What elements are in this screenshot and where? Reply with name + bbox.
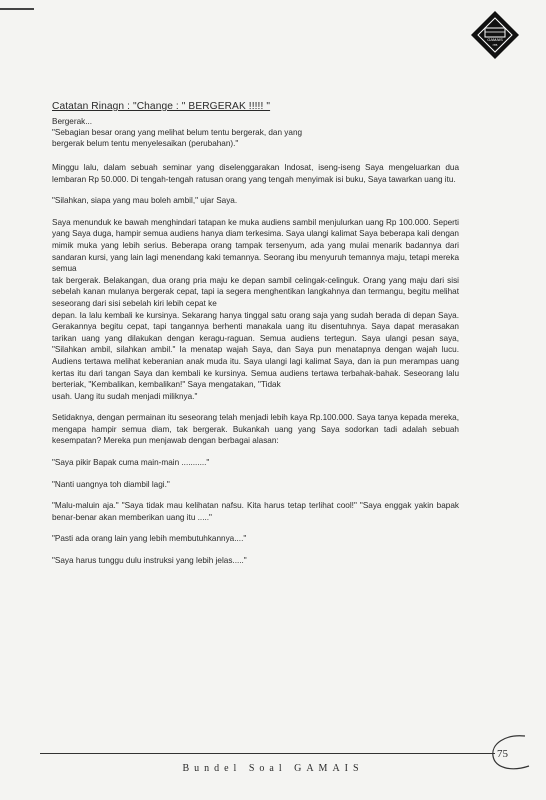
intro-line: "Sebagian besar orang yang melihat belum tentu bergerak, dan yang bbox=[52, 128, 303, 137]
paragraph: "Silahkan, siapa yang mau boleh ambil," ujar Saya. bbox=[52, 196, 238, 206]
footer-title: Bundel Soal GAMAIS bbox=[182, 763, 364, 774]
paragraph: "Saya pikir Bapak cuma main-main ..........." bbox=[52, 458, 210, 468]
corner-mark bbox=[0, 8, 34, 10]
article-body bbox=[52, 162, 459, 577]
footer-rule bbox=[40, 753, 495, 754]
paragraph: "Nanti uangnya toh diambil lagi." bbox=[52, 479, 170, 489]
logo-subtext: ITB bbox=[492, 43, 498, 47]
paragraph: usah. Uang itu sudah menjadi miliknya." bbox=[52, 391, 198, 401]
paragraph: Setidaknya, dengan permainan itu seseorang telah menjadi lebih kaya Rp.100.000. Saya tanya kepada mereka, mengapa hampir semua diam, tak bergerak. Bukankah uang yang Saya sodorkan tadi adalah sebuah kesempatan? Mereka pun menjawab dengan berbagai alasan: bbox=[52, 413, 459, 446]
intro-line: Bergerak... bbox=[52, 117, 93, 126]
gamais-logo bbox=[470, 10, 520, 60]
paragraph: depan. Ia lalu kembali ke kursinya. Sekarang hanya tinggal satu orang saja yang sudah berada di depan Saya. Gerakannya begitu cepat, tapi tangannya berhenti manakala uang itu disentuhnya. Saya dapat merasakan tarikan uang yang dilakukan dengan keragu-raguan. Semua audiens tertegun. Saya ulangi pesan saya, "Silahkan ambil, silahkan ambil." Ia menatap wajah Saya, dan Saya pun menatapnya dengan wajah lucu. Audiens tertawa melihat keberanian anak muda itu. Saya ulangi lagi kalimat Saya, dan ia pun merampas uang kertas itu dari tangan Saya dan kembali ke kursinya. Semua audiens tertawa terbahak-bahak. Seseorang lalu berteriak, "Kembalikan, kembalikan!" Saya mengatakan, "Tidak bbox=[52, 310, 459, 390]
paragraph: "Malu-maluin aja." "Saya tidak mau kelihatan nafsu. Kita harus tetap terlihat cool!" "Saya enggak yakin bapak benar-benar akan memberikan uang itu ....." bbox=[52, 501, 459, 522]
paragraph: "Pasti ada orang lain yang lebih membutuhkannya...." bbox=[52, 534, 247, 544]
paragraph: tak bergerak. Belakangan, dua orang pria maju ke depan sambil celingak-celinguk. Orang yang maju dari sisi sebelah kanan mulanya bergerak cepat, tapi ia segera menghentikan langkahnya dan termangu, begitu melihat seseorang dari sisi sebelah kiri lebih cepat ke bbox=[52, 275, 459, 308]
logo-text: GAMAIS bbox=[487, 37, 503, 42]
intro-line: bergerak belum tentu menyelesaikan (perubahan)." bbox=[52, 139, 239, 148]
paragraph: "Saya harus tunggu dulu instruksi yang lebih jelas....." bbox=[52, 556, 247, 566]
page-title: Catatan Rinagn : "Change : " BERGERAK !!!!! " bbox=[52, 101, 271, 112]
paragraph: Minggu lalu, dalam sebuah seminar yang diselenggarakan Indosat, iseng-iseng Saya mengeluarkan dua lembaran Rp 50.000. Di tengah-tengah ratusan orang yang tengah menyimak isi buku, Saya tawarkan uang itu. bbox=[52, 163, 459, 184]
intro-quote bbox=[52, 116, 472, 149]
paragraph: Saya menunduk ke bawah menghindari tatapan ke muka audiens sambil menjulurkan uang Rp 100.000. Seperti yang Saya duga, hampir semua audiens hanya diam terkesima. Saya ulangi kalimat Saya beberapa kali dengan mimik muka yang lebih serius. Beberapa orang tampak tersenyum, ada yang mulai menarik badannya dari sandaran kursi, yang lain lagi menendang kaki temannya. Seorang ibu menyuruh temannya maju, tetapi mereka semua bbox=[52, 217, 459, 274]
page-number: 75 bbox=[497, 748, 508, 760]
